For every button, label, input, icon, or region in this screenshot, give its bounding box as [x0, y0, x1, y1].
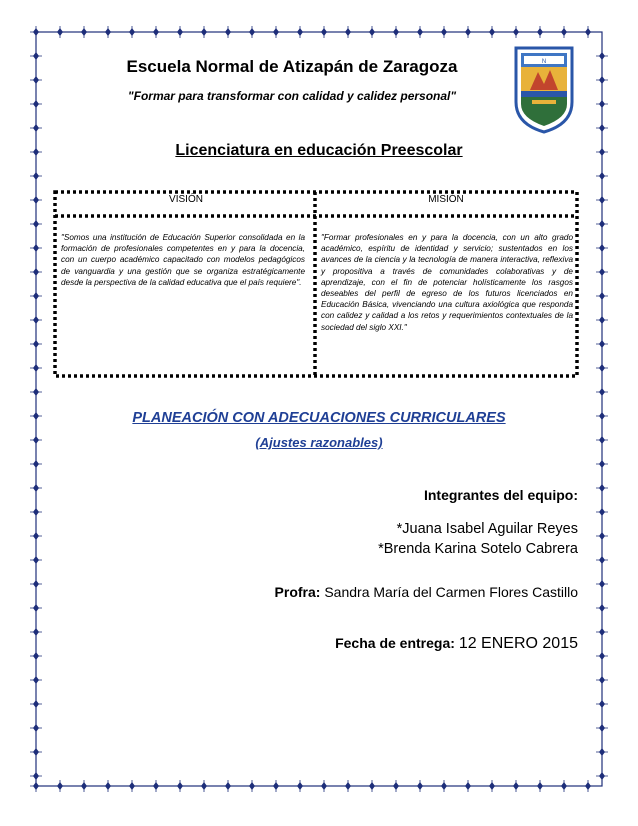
vision-text: "Somos una institución de Educación Superior consolidada en la formación de profesionales competentes en y para la docencia, con un cuerpo académico capacitado con modelos pedagógicos de vanguardia y una gestión que se organiza estratégicamente desde la perspectiva de la calidad educativa que el país requiere".	[61, 233, 305, 287]
border-ornament	[30, 74, 42, 86]
svg-text:N: N	[541, 59, 547, 65]
mission-text: "Formar profesionales en y para la docencia, con un alto grado académico, espíritu de identidad y servicio; sustentados en los avances de la ciencia y la tecnología de manera interactiva, reflexiva y propositiva a través de comunidades colaborativas y de aprendizaje, con el fin de potenciar holísticamente los rasgos deseables del perfil de egreso de los futuros licenciados en Educación Básica, vivenciando una cultura axiológica que responda con calidez y calidad a los retos y requerimientos contextuales de la sociedad del siglo XXI."	[321, 233, 573, 332]
border-ornament	[596, 506, 608, 518]
border-ornament	[558, 26, 570, 38]
team-member: *Juana Isabel Aguilar Reyes	[396, 521, 578, 537]
border-ornament	[30, 578, 42, 590]
delivery-line	[335, 635, 578, 653]
border-ornament	[102, 780, 114, 792]
school-crest-icon	[512, 44, 576, 134]
border-ornament	[390, 26, 402, 38]
border-ornament	[534, 26, 546, 38]
border-ornament	[270, 26, 282, 38]
border-ornament	[30, 698, 42, 710]
border-ornament	[596, 530, 608, 542]
border-ornament	[102, 26, 114, 38]
border-ornament	[78, 780, 90, 792]
program-name: Licenciatura en educación Preescolar	[175, 142, 463, 159]
border-ornament	[342, 780, 354, 792]
border-ornament	[318, 780, 330, 792]
page-border	[30, 26, 608, 792]
border-ornament	[30, 194, 42, 206]
border-ornament	[30, 674, 42, 686]
border-ornament	[486, 26, 498, 38]
border-ornament	[198, 780, 210, 792]
border-ornament	[558, 780, 570, 792]
border-ornament	[366, 26, 378, 38]
border-ornament	[596, 98, 608, 110]
border-ornament	[294, 780, 306, 792]
plan-subtitle: (Ajustes razonables)	[255, 435, 383, 450]
border-ornament	[30, 218, 42, 230]
border-ornament	[30, 458, 42, 470]
border-ornament	[414, 26, 426, 38]
border-ornament	[30, 314, 42, 326]
team-member: *Brenda Karina Sotelo Cabrera	[378, 541, 578, 557]
border-ornament	[596, 602, 608, 614]
ornamental-border	[30, 26, 608, 792]
border-ornament	[582, 780, 594, 792]
border-ornament	[596, 314, 608, 326]
border-ornament	[222, 780, 234, 792]
border-ornament	[30, 746, 42, 758]
border-ornament	[596, 650, 608, 662]
border-ornament	[438, 26, 450, 38]
teacher-line	[275, 584, 578, 600]
border-ornament	[596, 554, 608, 566]
school-motto: "Formar para transformar con calidad y calidez personal"	[127, 89, 457, 103]
border-ornament	[30, 722, 42, 734]
border-ornament	[30, 362, 42, 374]
border-ornament	[222, 26, 234, 38]
border-ornament	[30, 386, 42, 398]
border-ornament	[30, 290, 42, 302]
border-ornament	[510, 780, 522, 792]
border-ornament	[30, 122, 42, 134]
teacher-label: Profra:	[274, 584, 321, 600]
vision-heading: VISIÓN	[169, 194, 203, 205]
border-ornament	[126, 780, 138, 792]
teacher-name: Sandra María del Carmen Flores Castillo	[324, 584, 578, 600]
border-ornament	[596, 746, 608, 758]
border-ornament	[246, 26, 258, 38]
border-ornament	[270, 780, 282, 792]
border-ornament	[534, 780, 546, 792]
border-ornament	[30, 338, 42, 350]
border-ornament	[78, 26, 90, 38]
border-ornament	[596, 194, 608, 206]
border-ornament	[596, 122, 608, 134]
border-ornament	[596, 698, 608, 710]
school-name: Escuela Normal de Atizapán de Zaragoza	[126, 57, 458, 76]
border-ornament	[54, 780, 66, 792]
border-ornament	[596, 482, 608, 494]
border-ornament	[30, 26, 42, 38]
border-ornament	[596, 338, 608, 350]
border-ornament	[596, 386, 608, 398]
border-ornament	[30, 50, 42, 62]
border-ornament	[596, 170, 608, 182]
border-ornament	[294, 26, 306, 38]
border-ornament	[414, 780, 426, 792]
mission-heading: MISIÓN	[428, 194, 464, 205]
border-ornament	[596, 722, 608, 734]
border-ornament	[596, 770, 608, 782]
border-ornament	[30, 626, 42, 638]
border-ornament	[596, 290, 608, 302]
border-ornament	[30, 554, 42, 566]
border-ornament	[596, 50, 608, 62]
border-ornament	[366, 780, 378, 792]
border-ornament	[596, 242, 608, 254]
border-ornament	[596, 218, 608, 230]
border-ornament	[30, 242, 42, 254]
border-ornament	[318, 26, 330, 38]
border-ornament	[30, 530, 42, 542]
plan-title: PLANEACIÓN CON ADECUACIONES CURRICULARES	[132, 410, 506, 426]
border-ornament	[596, 626, 608, 638]
delivery-date: 12 ENERO 2015	[458, 635, 578, 652]
border-ornament	[582, 26, 594, 38]
delivery-label: Fecha de entrega:	[335, 635, 455, 651]
border-ornament	[150, 780, 162, 792]
border-ornament	[174, 780, 186, 792]
border-ornament	[54, 26, 66, 38]
border-ornament	[462, 780, 474, 792]
border-ornament	[596, 362, 608, 374]
border-ornament	[438, 780, 450, 792]
border-ornament	[126, 26, 138, 38]
border-ornament	[246, 780, 258, 792]
border-ornament	[596, 74, 608, 86]
border-ornament	[390, 780, 402, 792]
border-ornament	[30, 770, 42, 782]
vision-mission-table	[53, 190, 579, 378]
border-ornament	[30, 266, 42, 278]
border-ornament	[596, 458, 608, 470]
border-ornament	[30, 98, 42, 110]
border-ornament	[596, 674, 608, 686]
border-ornament	[150, 26, 162, 38]
border-ornament	[30, 170, 42, 182]
border-ornament	[510, 26, 522, 38]
border-ornament	[30, 506, 42, 518]
border-ornament	[596, 578, 608, 590]
border-ornament	[30, 482, 42, 494]
border-ornament	[30, 650, 42, 662]
border-ornament	[462, 26, 474, 38]
border-ornament	[174, 26, 186, 38]
border-ornament	[198, 26, 210, 38]
border-ornament	[486, 780, 498, 792]
border-ornament	[30, 602, 42, 614]
team-label: Integrantes del equipo:	[423, 487, 578, 503]
border-ornament	[342, 26, 354, 38]
border-ornament	[596, 266, 608, 278]
